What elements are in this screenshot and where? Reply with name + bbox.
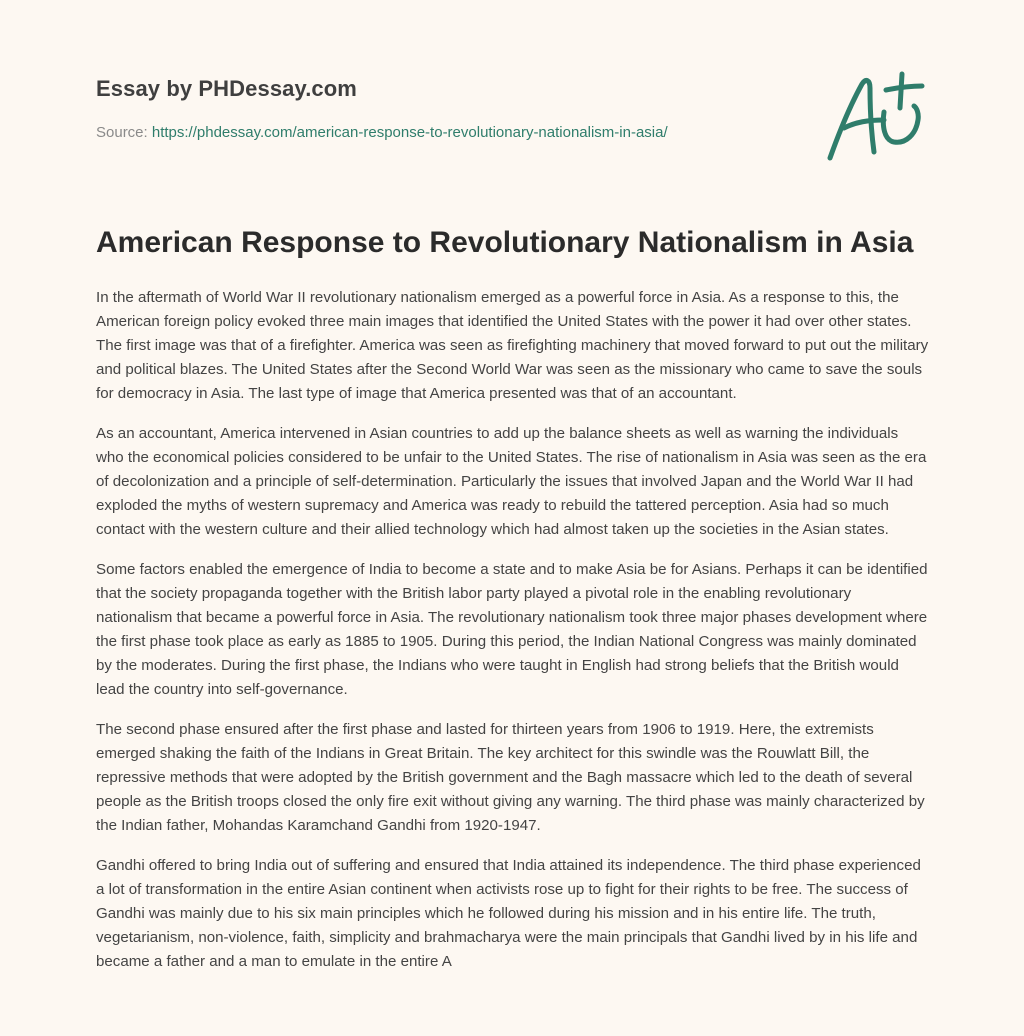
article-body xyxy=(96,286,930,990)
site-brand: Essay by PHDessay.com xyxy=(96,76,357,101)
article-paragraph: Some factors enabled the emergence of India to become a state and to make Asia be for Asians. Perhaps it can be identified that the society propaganda together with the British labor party played a pivotal role in the enabling revolutionary nationalism that became a powerful force in Asia. The revolutionary nationalism took three major phases development where the first phase took place as early as 1885 to 1905. During this period, the Indian National Congress was mainly dominated by the moderates. During the first phase, the Indians who were taught in English had strong beliefs that the British would lead the country into self-governance. xyxy=(96,561,928,698)
article-title: American Response to Revolutionary Nationalism in Asia xyxy=(96,226,914,259)
article-paragraph: Gandhi offered to bring India out of suffering and ensured that India attained its independence. The third phase experienced a lot of transformation in the entire Asian continent when activists rose up to fight for their rights to be free. The success of Gandhi was mainly due to his six main principles which he followed during his mission and in his entire life. The truth, vegetarianism, non-violence, faith, simplicity and brahmacharya were the main principals that Gandhi lived by in his life and became a father and a man to emulate in the entire A xyxy=(96,857,921,970)
source-link[interactable]: https://phdessay.com/american-response-to-revolutionary-nationalism-in-asia/ xyxy=(151,124,668,141)
source-line xyxy=(96,124,668,141)
article-paragraph: As an accountant, America intervened in Asian countries to add up the balance sheets as well as warning the individuals who the economical policies considered to be unfair to the United States. The rise of nationalism in Asia was seen as the era of decolonization and a principle of self-determination. Particularly the issues that involved Japan and the World War II had exploded the myths of western supremacy and America was ready to rebuild the tattered perception. Asia had so much contact with the western culture and their allied technology which had almost taken up the societies in the Asian states. xyxy=(96,425,927,538)
article-paragraph: In the aftermath of World War II revolutionary nationalism emerged as a powerful force in Asia. As a response to this, the American foreign policy evoked three main images that identified the United States with the power it had over other states. The first image was that of a firefighter. America was seen as firefighting machinery that moved forward to put out the military and political blazes. The United States after the Second World War was seen as the missionary who came to save the souls for democracy in Asia. The last type of image that America presented was that of an accountant. xyxy=(96,289,929,402)
a-plus-logo-icon xyxy=(822,68,932,168)
article-paragraph: The second phase ensured after the first phase and lasted for thirteen years from 1906 to 1919. Here, the extremists emerged shaking the faith of the Indians in Great Britain. The key architect for this swindle was the Rouwlatt Bill, the repressive methods that were adopted by the British government and the Bagh massacre which led to the death of several people as the British troops closed the only fire exit without giving any warning. The third phase was mainly characterized by the Indian father, Mohandas Karamchand Gandhi from 1920-1947. xyxy=(96,721,925,834)
source-label: Source: xyxy=(96,124,148,141)
